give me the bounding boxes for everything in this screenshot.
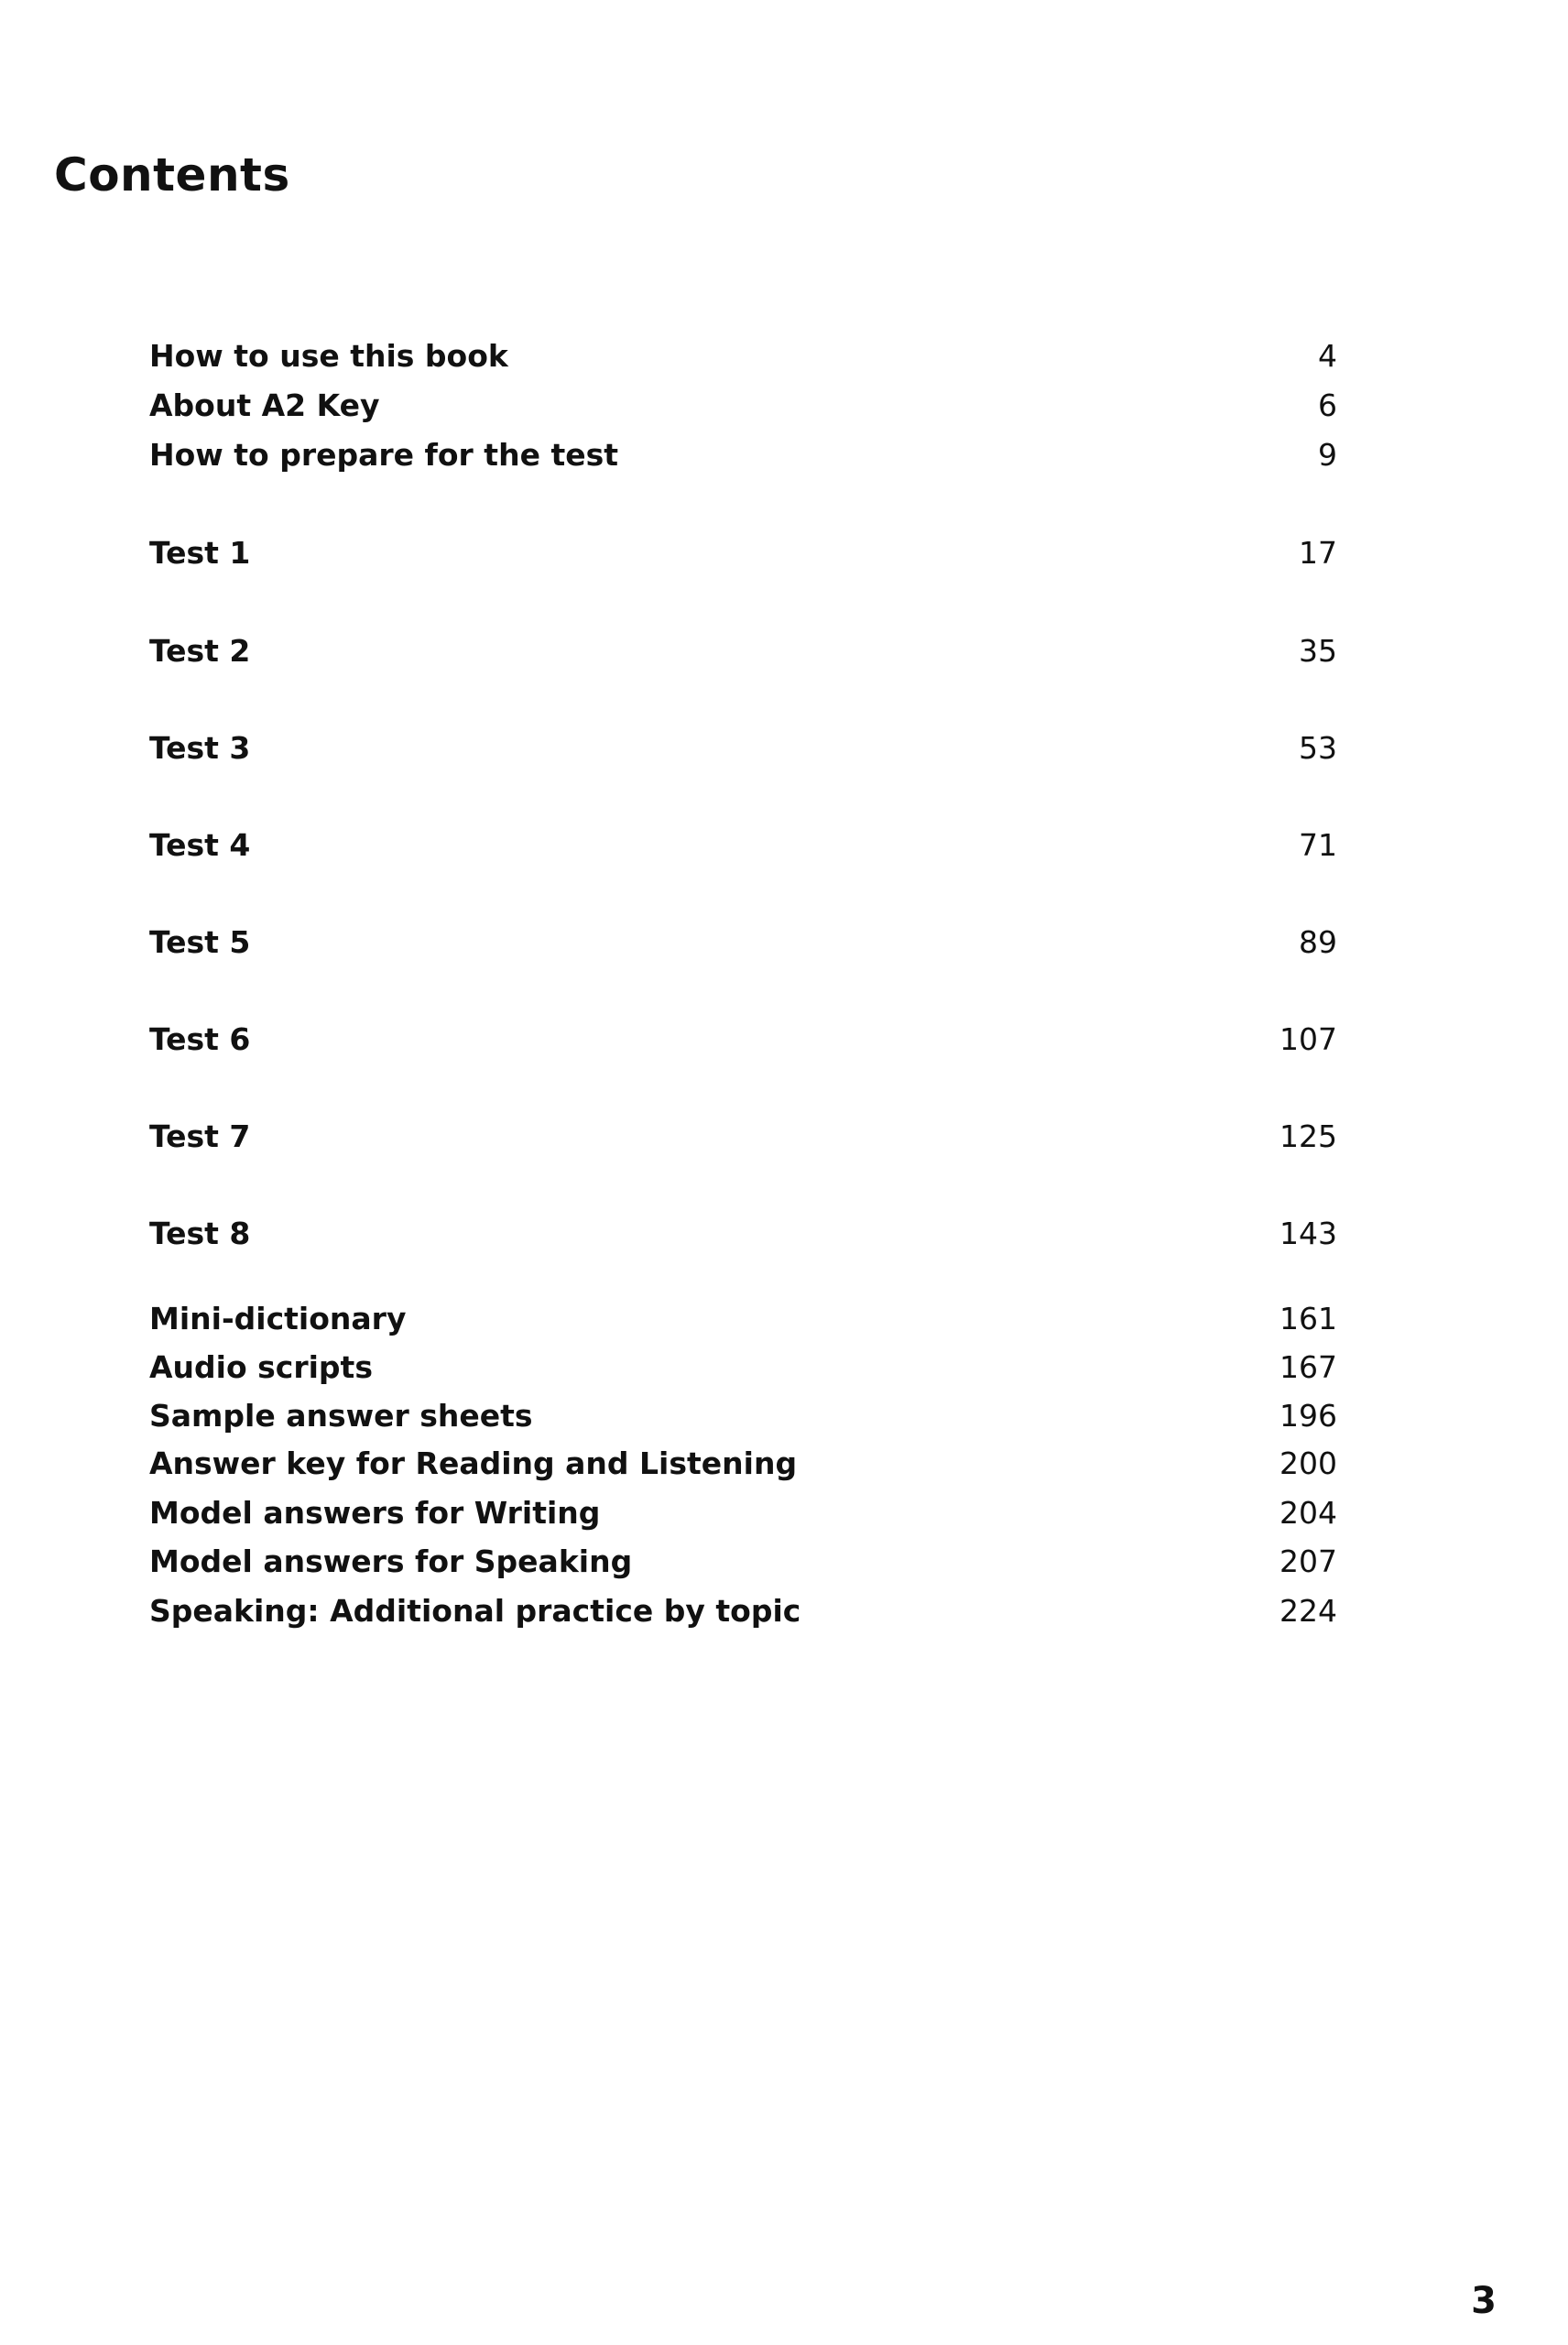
toc-entry-page: 161 (1279, 1301, 1337, 1336)
toc-entry-page: 167 (1279, 1349, 1337, 1385)
toc-entry-label: Speaking: Additional practice by topic (149, 1593, 801, 1629)
toc-entry-label: Test 2 (149, 633, 251, 669)
toc-entry-label: Audio scripts (149, 1349, 373, 1385)
toc-entry-sample-answer-sheets[interactable] (149, 1395, 1337, 1437)
toc-entry-page: 200 (1279, 1445, 1337, 1481)
toc-entry-how-to-use[interactable] (149, 335, 1337, 377)
toc-entry-label: Test 5 (149, 924, 251, 960)
toc-entry-label: Model answers for Speaking (149, 1543, 633, 1579)
toc-entry-page: 6 (1318, 387, 1337, 423)
toc-entry-test-7[interactable] (149, 1116, 1337, 1158)
page-title: Contents (54, 148, 290, 202)
toc-entry-test-1[interactable] (149, 532, 1337, 574)
toc-entry-label: Mini-dictionary (149, 1301, 407, 1336)
toc-entry-label: How to use this book (149, 338, 508, 374)
toc-entry-label: Test 6 (149, 1021, 251, 1057)
toc-entry-label: Test 7 (149, 1118, 251, 1154)
toc-entry-audio-scripts[interactable] (149, 1347, 1337, 1389)
toc-entry-page: 196 (1279, 1398, 1337, 1434)
toc-entry-label: Sample answer sheets (149, 1398, 533, 1434)
toc-entry-answer-key[interactable] (149, 1443, 1337, 1485)
toc-entry-page: 204 (1279, 1495, 1337, 1531)
toc-entry-mini-dictionary[interactable] (149, 1298, 1337, 1340)
toc-entry-label: Test 8 (149, 1216, 251, 1251)
toc-entry-page: 207 (1279, 1543, 1337, 1579)
toc-entry-page: 143 (1279, 1216, 1337, 1251)
toc-entry-test-5[interactable] (149, 922, 1337, 964)
toc-entry-page: 17 (1299, 535, 1337, 571)
toc-entry-about-a2-key[interactable] (149, 385, 1337, 427)
toc-entry-label: Model answers for Writing (149, 1495, 601, 1531)
toc-entry-page: 35 (1299, 633, 1337, 669)
toc-entry-model-answers-speaking[interactable] (149, 1541, 1337, 1583)
toc-entry-page: 4 (1318, 338, 1337, 374)
toc-entry-page: 53 (1299, 730, 1337, 766)
toc-entry-label: How to prepare for the test (149, 437, 619, 473)
toc-entry-page: 224 (1279, 1593, 1337, 1629)
toc-entry-test-4[interactable] (149, 824, 1337, 867)
toc-entry-test-2[interactable] (149, 630, 1337, 672)
toc-entry-page: 71 (1299, 827, 1337, 863)
toc-entry-page: 125 (1279, 1118, 1337, 1154)
toc-entry-label: Test 3 (149, 730, 251, 766)
toc-entry-page: 89 (1299, 924, 1337, 960)
toc-entry-test-8[interactable] (149, 1213, 1337, 1255)
toc-entry-how-to-prepare[interactable] (149, 434, 1337, 476)
toc-entry-test-3[interactable] (149, 727, 1337, 769)
toc-entry-page: 9 (1318, 437, 1337, 473)
toc-entry-model-answers-writing[interactable] (149, 1492, 1337, 1534)
toc-entry-speaking-additional-practice[interactable] (149, 1590, 1337, 1632)
toc-entry-label: About A2 Key (149, 387, 380, 423)
toc-entry-label: Test 4 (149, 827, 251, 863)
toc-entry-label: Answer key for Reading and Listening (149, 1445, 798, 1481)
toc-entry-test-6[interactable] (149, 1019, 1337, 1061)
toc-entry-page: 107 (1279, 1021, 1337, 1057)
toc-entry-label: Test 1 (149, 535, 251, 571)
page-number: 3 (1471, 2280, 1497, 2322)
